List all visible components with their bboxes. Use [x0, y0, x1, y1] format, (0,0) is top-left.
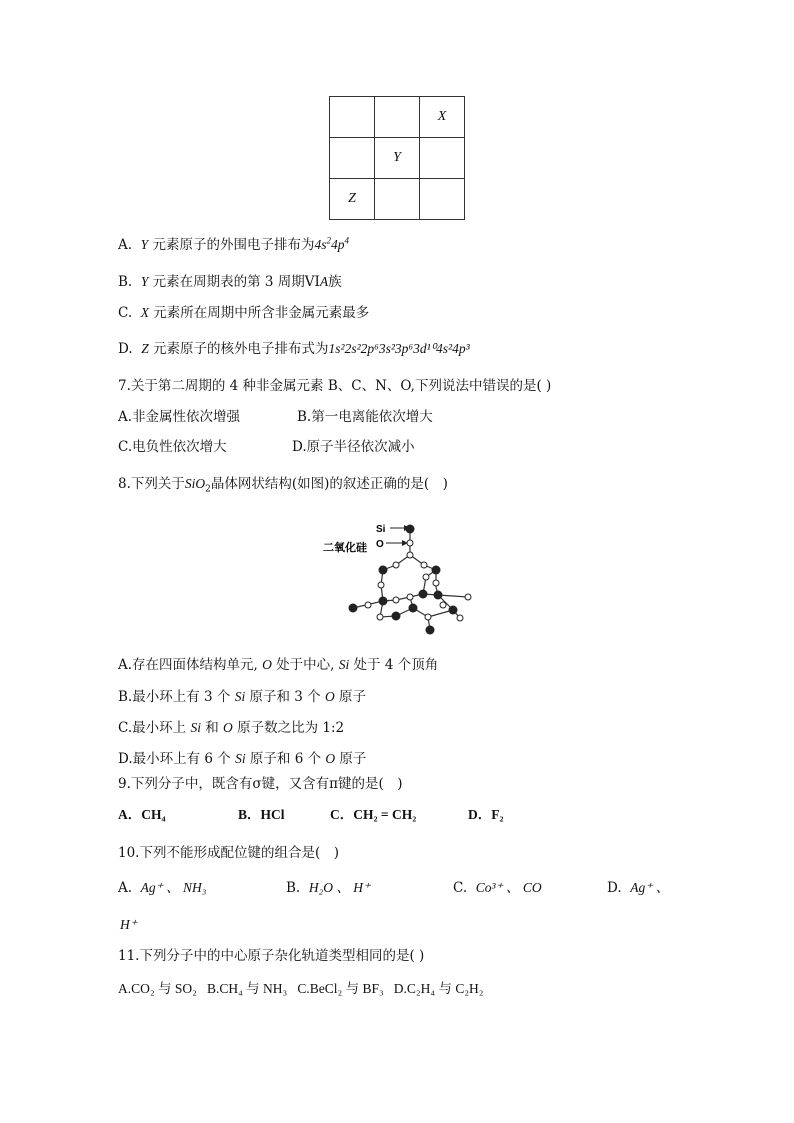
q11-option-c: C.BeCl₂ 与 BF₃: [297, 981, 384, 996]
q7-option-d: D.原子半径依次减小: [292, 439, 415, 455]
q10-option-a: A. Ag⁺ 、 NH₃: [118, 880, 207, 896]
si-label: Si: [376, 524, 386, 535]
q6-option-d: D. Z 元素原子的核外电子排布式为1s²2s²2p⁶3s²3p⁶3d¹⁰4s²4p³: [118, 341, 470, 357]
grid-cell: [375, 97, 420, 138]
q11-option-a: A.CO₂ 与 SO₂: [118, 981, 197, 996]
q8-option-b: B.最小环上有 3 个 Si 原子和 3 个 O 原子: [118, 689, 367, 705]
q10-option-b: B. H₂O 、 H⁺: [286, 880, 371, 896]
q11-option-d: D.C₂H₄ 与 C₂H₂: [393, 981, 484, 996]
q9-stem: 9.下列分子中，既含有σ键，又含有π键的是( ): [118, 776, 403, 792]
q9-option-d: D．F₂: [468, 807, 504, 822]
q9-option-c: C．CH₂ = CH₂: [330, 807, 417, 822]
q8-option-a: A.存在四面体结构单元, O 处于中心, Si 处于 4 个顶角: [118, 657, 439, 673]
q9-option-b: B．HCl: [238, 807, 285, 822]
o-label: O: [376, 539, 384, 550]
q7-option-b: B.第一电离能依次增大: [297, 409, 433, 425]
q6-option-b: B. Y 元素在周期表的第 3 周期VIA族: [118, 274, 342, 290]
q8-option-d: D.最小环上有 6 个 Si 原子和 6 个 O 原子: [118, 751, 367, 767]
q8-option-c: C.最小环上 Si 和 O 原子数之比为 1:2: [118, 720, 345, 736]
q7-stem: 7.关于第二周期的 4 种非金属元素 B、C、N、O,下列说法中错误的是( ): [118, 378, 552, 394]
grid-cell: [330, 138, 375, 179]
q7-option-c: C.电负性依次增大: [118, 439, 227, 455]
q11-option-b: B.CH₄ 与 NH₃: [206, 981, 288, 996]
grid-cell: [375, 179, 420, 220]
q11-stem: 11.下列分子中的中心原子杂化轨道类型相同的是( ): [118, 948, 425, 964]
q7-option-a: A.非金属性依次增强: [118, 409, 241, 425]
q8-stem: 8.下列关于SiO$_2$晶体网状结构(如图)的叙述正确的是( ): [118, 476, 448, 495]
grid-cell-z: Z: [330, 179, 375, 220]
q10-option-d: D. Ag⁺ 、: [607, 880, 670, 896]
sio2-name: 二氧化硅: [323, 542, 367, 554]
q10-stem: 10.下列不能形成配位键的组合是( ): [118, 845, 340, 861]
sio2-structure-figure: [318, 515, 483, 640]
grid-cell: [330, 97, 375, 138]
q10-option-d-continued: H⁺: [120, 917, 137, 932]
grid-cell: [420, 179, 465, 220]
q6-option-c: C. X 元素所在周期中所含非金属元素最多: [118, 305, 370, 321]
element-position-grid: [329, 96, 465, 220]
grid-cell-y: Y: [375, 138, 420, 179]
grid-cell: [420, 138, 465, 179]
q11-options: [118, 980, 484, 998]
q10-option-c: C. Co³⁺ 、 CO: [453, 880, 542, 896]
q6-option-a: A. Y 元素原子的外围电子排布为$4s^24p^4$: [118, 235, 349, 253]
q9-option-a: A．CH₄: [118, 807, 166, 822]
grid-cell-x: X: [420, 97, 465, 138]
